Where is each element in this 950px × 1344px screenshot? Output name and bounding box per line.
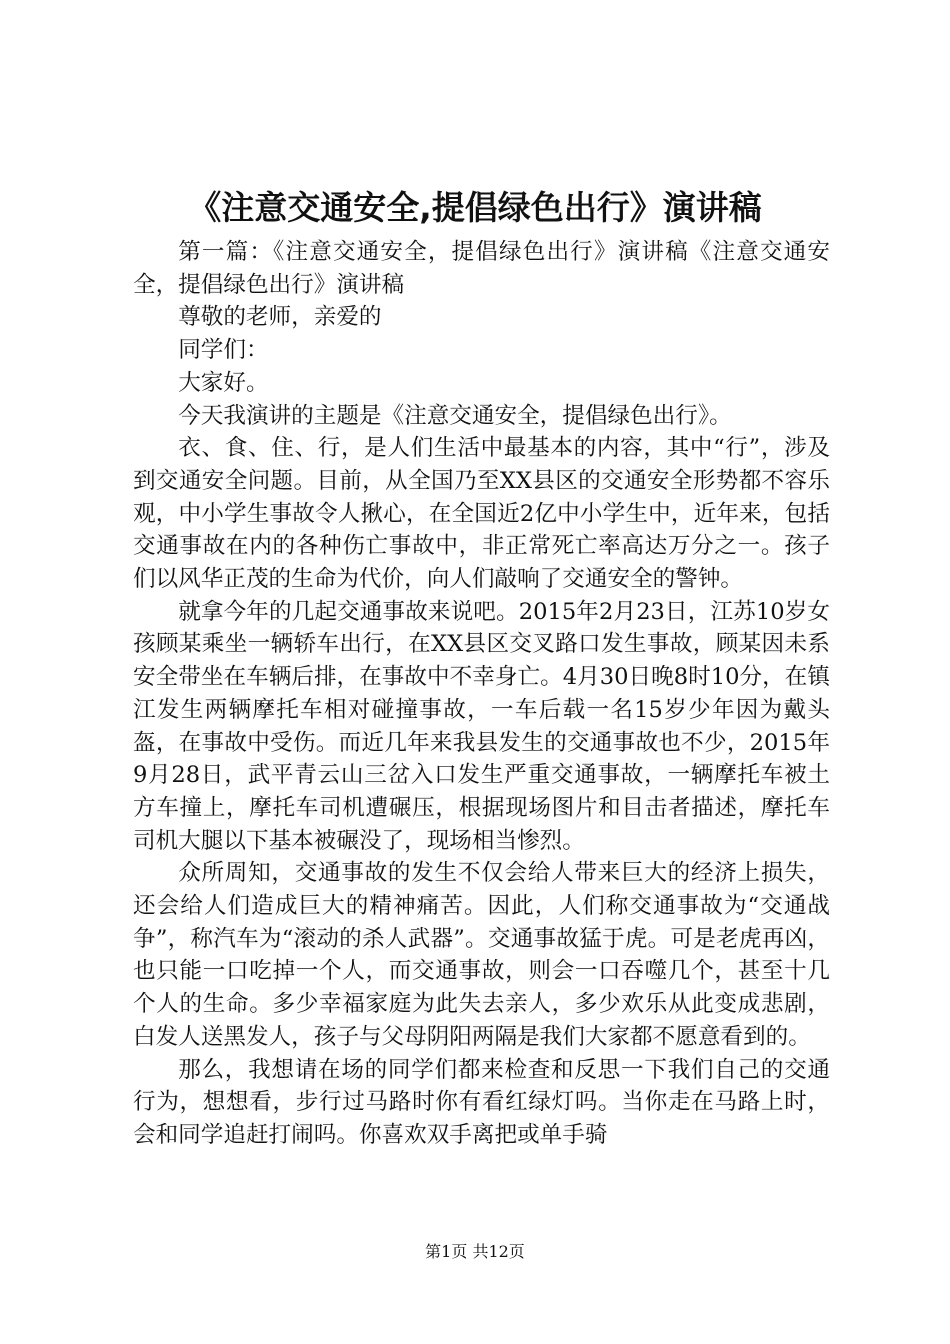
paragraph-greeting-1: 尊敬的老师，亲爱的 bbox=[178, 304, 382, 331]
page-footer: 第1页 共12页 bbox=[425, 1242, 525, 1261]
paragraph-losses: 众所周知，交通事故的发生不仅会给人带来巨大的经济上损失，还会给人们造成巨大的精神痛苦。因此，人们称交通事故为“交通战争”，称汽车为“滚动的杀人武器”。交通事故猛于虎。可是老虎再凶，也只能一口吃掉一个人，而交通事故，则会一口吞噬几个，甚至十几个人的生命。多少幸福家庭为此失去亲人，多少欢乐从此变成悲剧，白发人送黑发人，孩子与父母阴阳两隔是我们大家都不愿意看到的。 bbox=[133, 860, 830, 1050]
paragraph-reflection: 那么，我想请在场的同学们都来检查和反思一下我们自己的交通行为，想想看，步行过马路时你有看红绿灯吗。当你走在马路上时，会和同学追赶打闹吗。你喜欢双手离把或单手骑 bbox=[133, 1056, 830, 1148]
paragraph-greeting-2: 同学们： bbox=[178, 337, 269, 364]
document-title: 《注意交通安全,提倡绿色出行》演讲稿 bbox=[188, 188, 762, 227]
paragraph-intro: 第一篇：《注意交通安全，提倡绿色出行》演讲稿《注意交通安全，提倡绿色出行》演讲稿 bbox=[133, 239, 830, 298]
paragraph-topic: 今天我演讲的主题是《注意交通安全，提倡绿色出行》。 bbox=[178, 402, 732, 429]
paragraph-accidents: 就拿今年的几起交通事故来说吧。2015年2月23日，江苏10岁女孩顾某乘坐一辆轿车出行，在XX县区交叉路口发生事故，顾某因未系安全带坐在车辆后排，在事故中不幸身亡。4月30日晚8时10分，在镇江发生两辆摩托车相对碰撞事故，一车后载一名15岁少年因为戴头盔，在事故中受伤。而近几年来我县发生的交通事故也不少，2015年9月28日，武平青云山三岔入口发生严重交通事故，一辆摩托车被土方车撞上，摩托车司机遭碾压，根据现场图片和目击者描述，摩托车司机大腿以下基本被碾没了，现场相当惨烈。 bbox=[133, 598, 830, 854]
paragraph-hello: 大家好。 bbox=[178, 369, 269, 396]
document-body bbox=[133, 236, 830, 1152]
paragraph-basics: 衣、食、住、行，是人们生活中最基本的内容，其中“行”，涉及到交通安全问题。目前，从全国乃至XX县区的交通安全形势都不容乐观，中小学生事故令人揪心，在全国近2亿中小学生中，近年来，包括交通事故在内的各种伤亡事故中，非正常死亡率高达万分之一。孩子们以风华正茂的生命为代价，向人们敲响了交通安全的警钟。 bbox=[133, 435, 830, 593]
